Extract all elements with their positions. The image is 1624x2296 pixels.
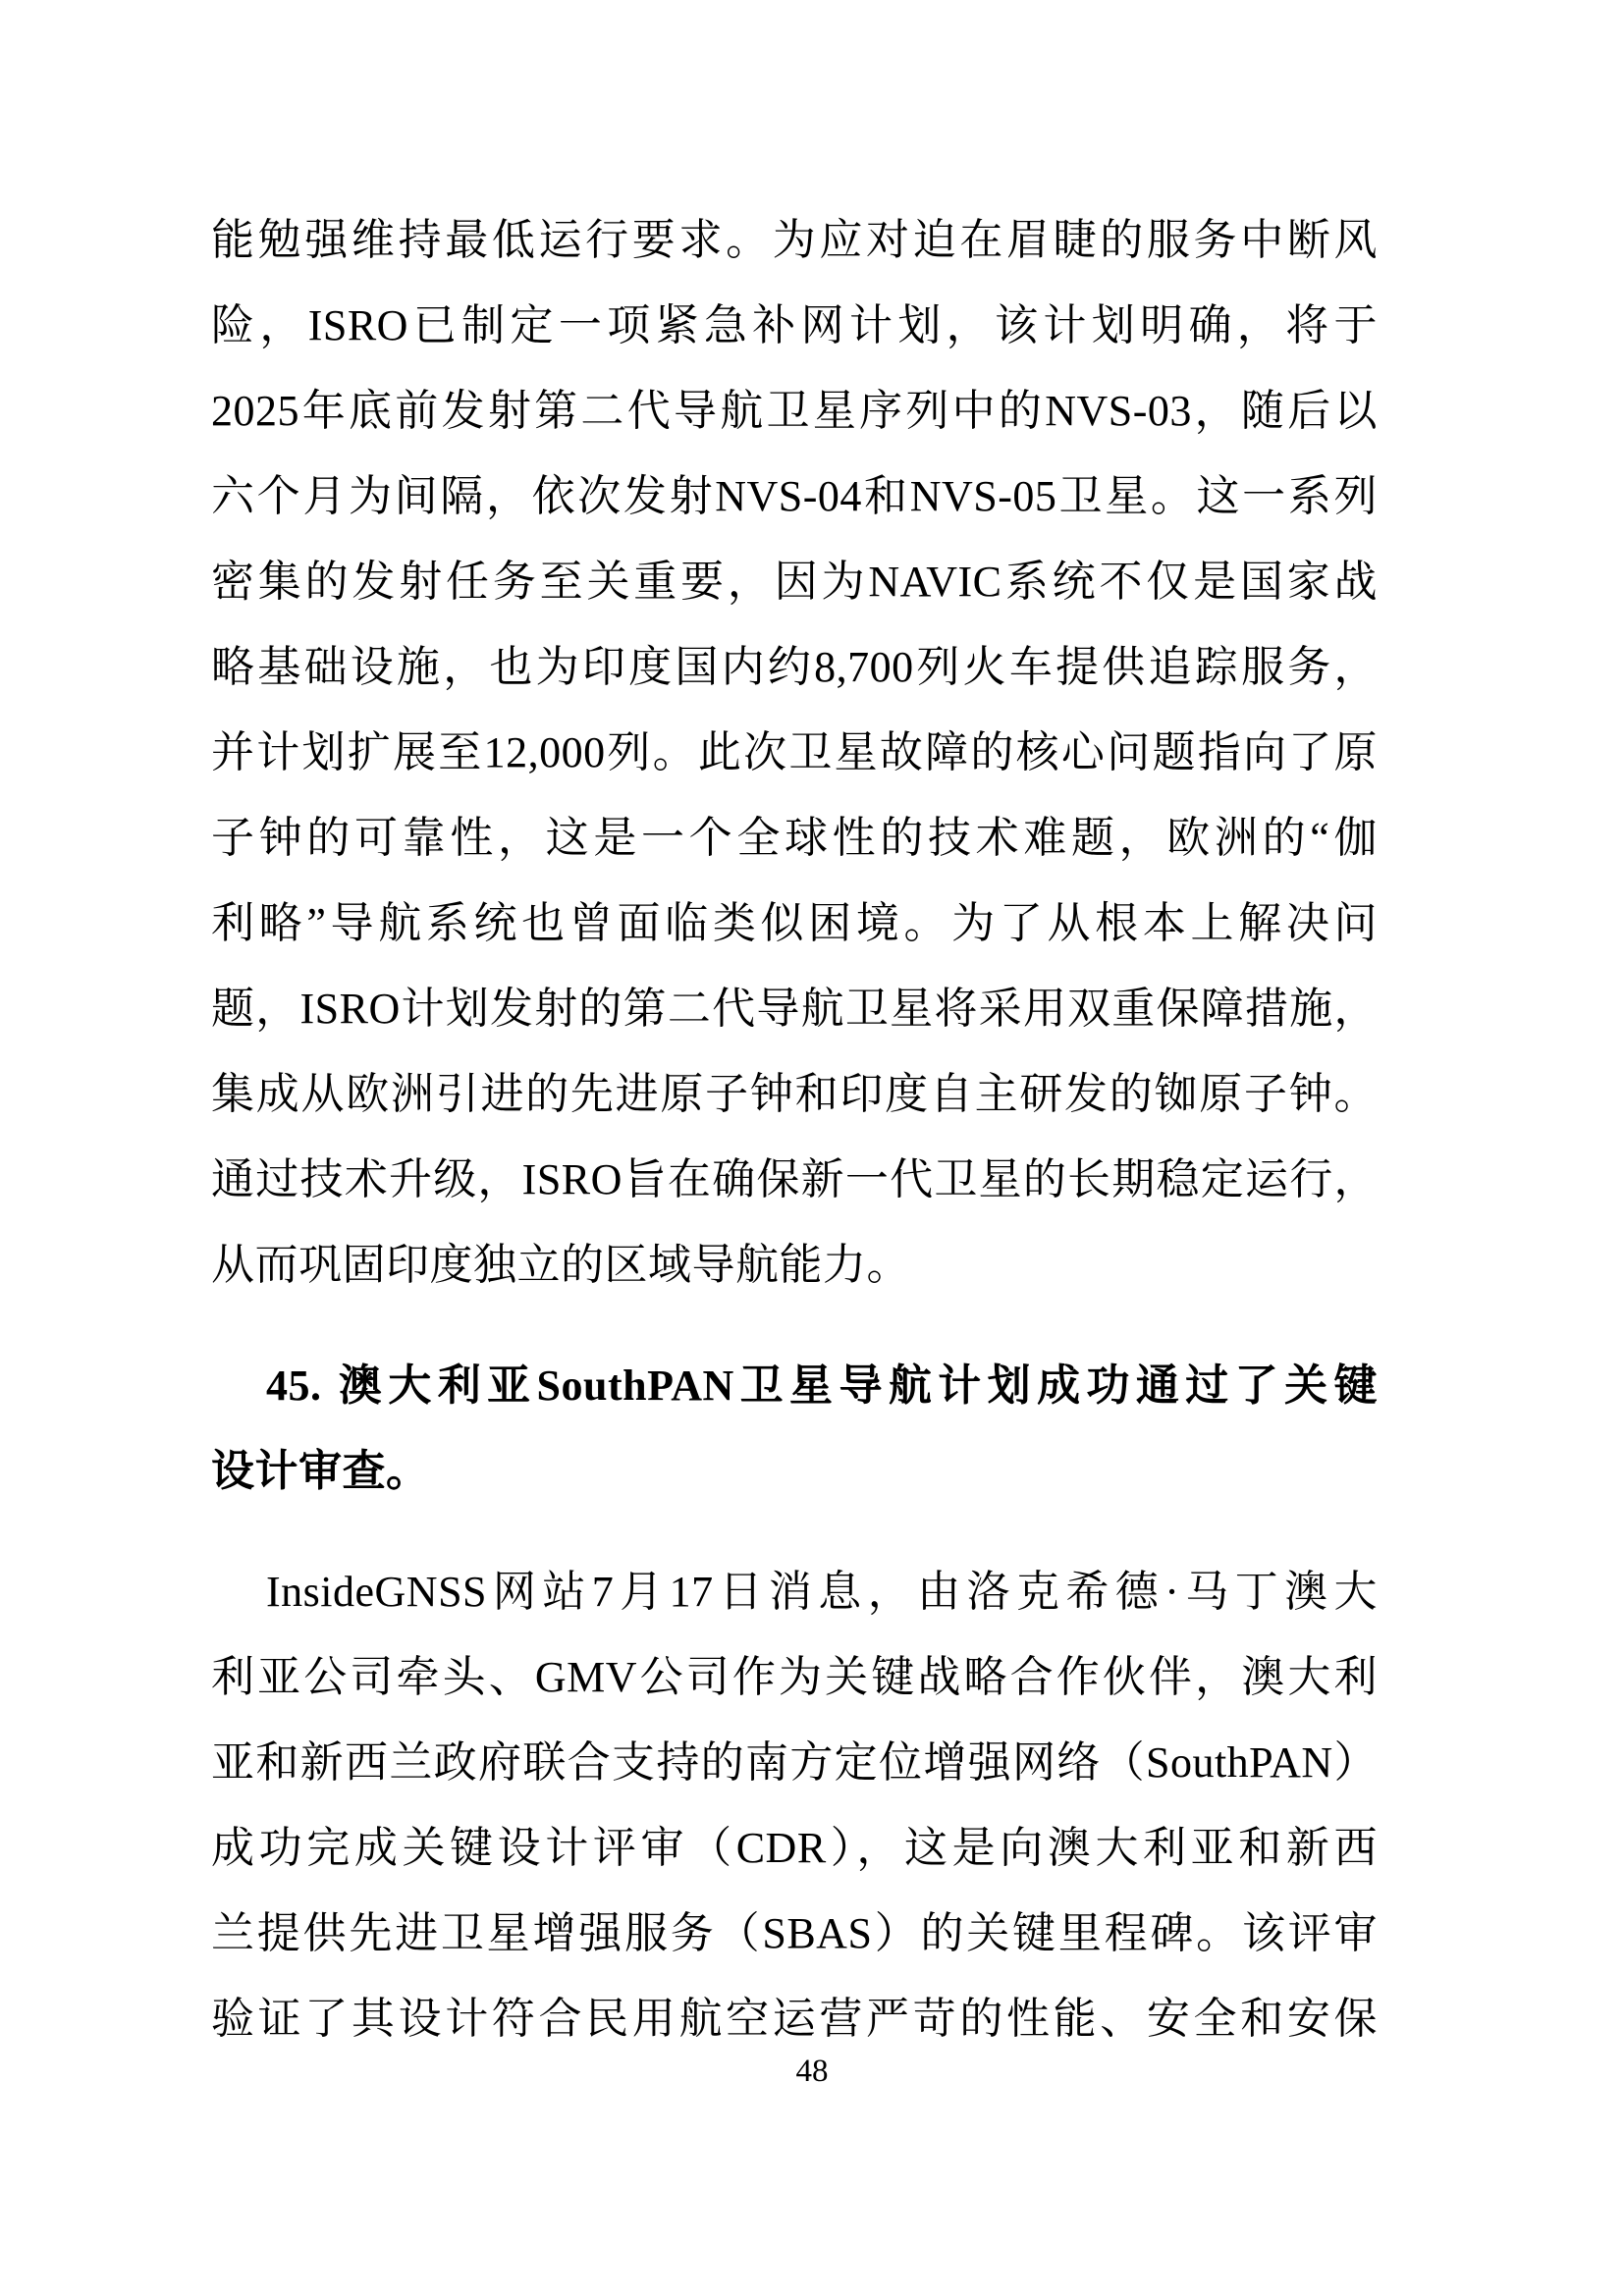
document-body — [211, 197, 1378, 2061]
text-line: 亚和新西兰政府联合支持的南方定位增强网络（SouthPAN） — [211, 1738, 1378, 1787]
text-line: 利亚公司牵头、GMV公司作为关键战略合作伙伴，澳大利 — [211, 1653, 1378, 1701]
paragraph-southpan — [211, 1549, 1378, 2061]
text-line: 验证了其设计符合民用航空运营严苛的性能、安全和安保 — [211, 1995, 1378, 2043]
text-line: 从而巩固印度独立的区域导航能力。 — [211, 1241, 910, 1289]
text-line: 题，ISRO计划发射的第二代导航卫星将采用双重保障措施， — [211, 985, 1378, 1033]
text-line: 2025年底前发射第二代导航卫星序列中的NVS-03，随后以 — [211, 387, 1378, 435]
section-heading-45 — [211, 1343, 1378, 1514]
section-heading-line: 45. 澳大利亚SouthPAN卫星导航计划成功通过了关键 — [266, 1362, 1378, 1410]
text-line: 险，ISRO已制定一项紧急补网计划，该计划明确，将于 — [211, 301, 1378, 349]
text-line: InsideGNSS网站7月17日消息，由洛克希德·马丁澳大 — [266, 1568, 1378, 1616]
text-line: 通过技术升级，ISRO旨在确保新一代卫星的长期稳定运行， — [211, 1155, 1378, 1203]
text-line: 能勉强维持最低运行要求。为应对迫在眉睫的服务中断风 — [211, 216, 1378, 264]
section-heading-line: 设计审查。 — [211, 1447, 430, 1495]
text-line: 兰提供先进卫星增强服务（SBAS）的关键里程碑。该评审 — [211, 1909, 1378, 1957]
text-line: 集成从欧洲引进的先进原子钟和印度自主研发的铷原子钟。 — [211, 1070, 1378, 1118]
text-line: 密集的发射任务至关重要，因为NAVIC系统不仅是国家战 — [211, 558, 1378, 606]
text-line: 利略”导航系统也曾面临类似困境。为了从根本上解决问 — [211, 899, 1378, 947]
text-line: 六个月为间隔，依次发射NVS-04和NVS-05卫星。这一系列 — [211, 472, 1378, 520]
page-number: 48 — [795, 2054, 829, 2089]
text-line: 并计划扩展至12,000列。此次卫星故障的核心问题指向了原 — [211, 728, 1378, 776]
text-line: 子钟的可靠性，这是一个全球性的技术难题，欧洲的“伽 — [211, 814, 1378, 862]
text-line: 略基础设施，也为印度国内约8,700列火车提供追踪服务， — [211, 643, 1378, 691]
paragraph-isro-navic — [211, 197, 1378, 1308]
text-line: 成功完成关键设计评审（CDR），这是向澳大利亚和新西 — [211, 1824, 1378, 1872]
